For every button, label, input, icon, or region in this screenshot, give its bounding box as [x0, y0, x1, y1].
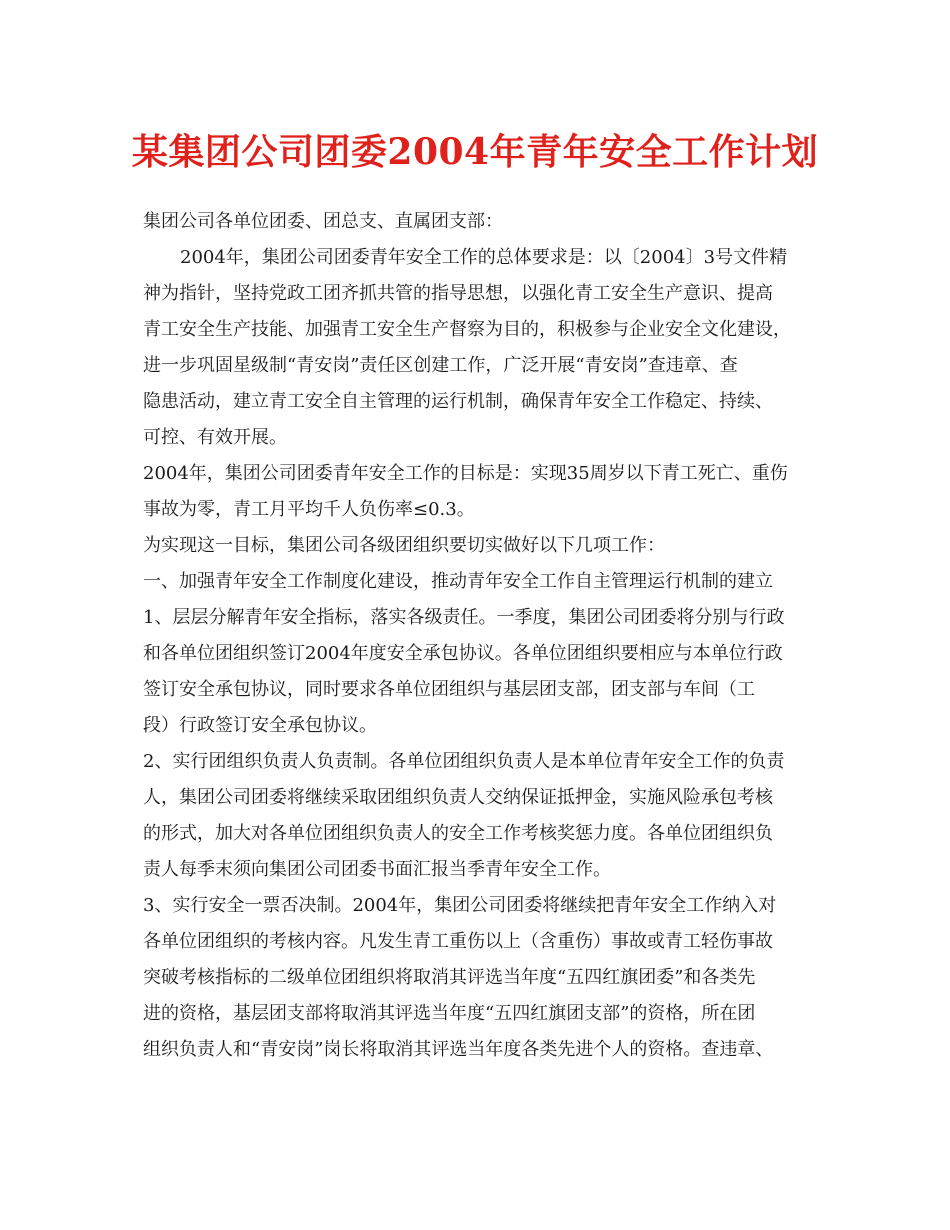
body-line: 责人每季末须向集团公司团委书面汇报当季青年安全工作。 — [143, 859, 611, 880]
body-line: 神为指针，坚持党政工团齐抓共管的指导思想，以强化青工安全生产意识、提高 — [143, 283, 773, 304]
body-line: 进一步巩固星级制“青安岗”责任区创建工作，广泛开展“青安岗”查违章、查 — [143, 355, 738, 376]
body-line: 1、层层分解青年安全指标，落实各级责任。一季度，集团公司团委将分别与行政 — [143, 607, 785, 628]
body-line: 组织负责人和“青安岗”岗长将取消其评选当年度各类先进个人的资格。查违章、 — [143, 1039, 774, 1060]
body-line: 各单位团组织的考核内容。凡发生青工重伤以上（含重伤）事故或青工轻伤事故 — [143, 931, 773, 952]
body-line: 事故为零，青工月平均千人负伤率≤0.3。 — [143, 499, 475, 520]
body-line: 为实现这一目标，集团公司各级团组织要切实做好以下几项工作： — [143, 535, 665, 556]
body-line: 进的资格，基层团支部将取消其评选当年度“五四红旗团支部”的资格，所在团 — [143, 1003, 756, 1024]
body-line: 2004年，集团公司团委青年安全工作的总体要求是：以〔2004〕3号文件精 — [180, 247, 788, 268]
section-heading: 一、加强青年安全工作制度化建设，推动青年安全工作自主管理运行机制的建立 — [143, 571, 773, 592]
salutation-line: 集团公司各单位团委、团总支、直属团支部： — [143, 211, 503, 232]
body-line: 签订安全承包协议，同时要求各单位团组织与基层团支部，团支部与车间（工 — [143, 679, 755, 700]
body-line: 和各单位团组织签订2004年度安全承包协议。各单位团组织要相应与本单位行政 — [143, 643, 783, 664]
body-line: 2、实行团组织负责人负责制。各单位团组织负责人是本单位青年安全工作的负责 — [143, 751, 785, 772]
body-line: 2004年，集团公司团委青年安全工作的目标是：实现35周岁以下青工死亡、重伤 — [143, 463, 788, 484]
document-title: 某集团公司团委2004年青年安全工作计划 — [131, 131, 819, 173]
body-line: 青工安全生产技能、加强青工安全生产督察为目的，积极参与企业安全文化建设， — [143, 319, 791, 340]
body-line: 段）行政签订安全承包协议。 — [143, 715, 377, 736]
body-line: 可控、有效开展。 — [143, 427, 287, 448]
body-line: 3、实行安全一票否决制。2004年，集团公司团委将继续把青年安全工作纳入对 — [143, 895, 777, 916]
body-line: 突破考核指标的二级单位团组织将取消其评选当年度“五四红旗团委”和各类先 — [143, 967, 756, 988]
body-line: 的形式，加大对各单位团组织负责人的安全工作考核奖惩力度。各单位团组织负 — [143, 823, 773, 844]
body-line: 隐患活动，建立青工安全自主管理的运行机制，确保青年安全工作稳定、持续、 — [143, 391, 773, 412]
body-line: 人，集团公司团委将继续采取团组织负责人交纳保证抵押金，实施风险承包考核 — [143, 787, 773, 808]
